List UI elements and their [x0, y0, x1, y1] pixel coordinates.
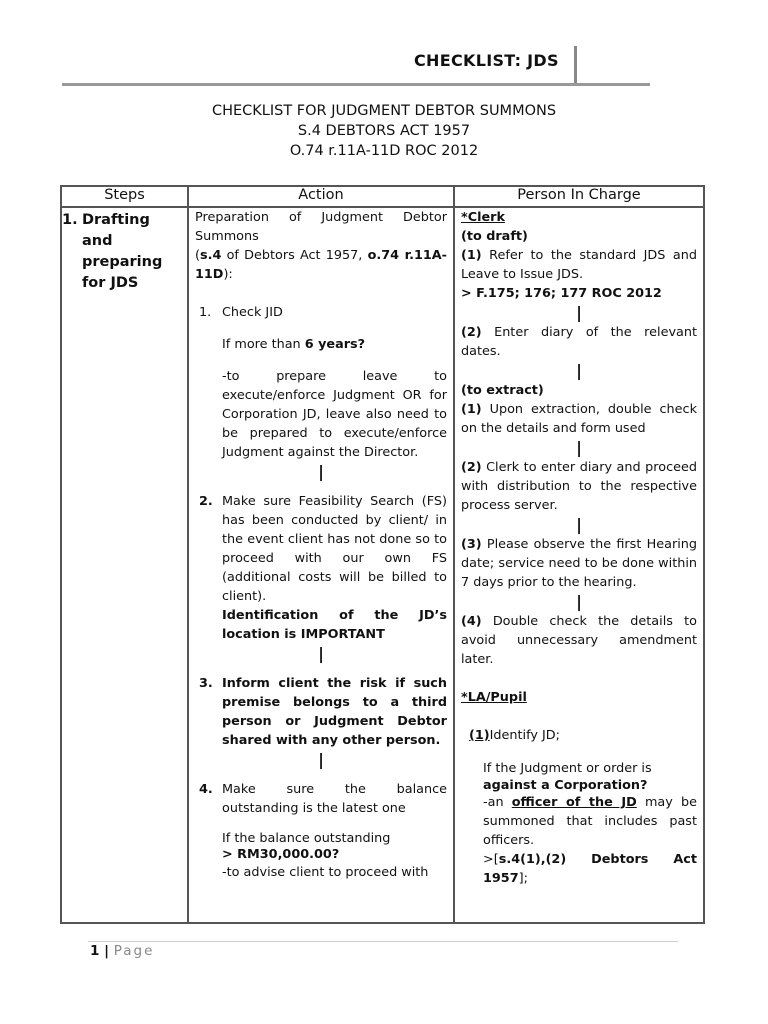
table-row [61, 207, 704, 923]
header-title: CHECKLIST: JDS [414, 51, 559, 70]
separator-bar: | [318, 462, 324, 481]
separator-bar: | [576, 438, 582, 457]
checklist-table [60, 185, 705, 924]
action-cell: Preparation of Judgment Debtor Summons (s.4 of Debtors Act 1957, o.74 r.11A-11D): 1. Check JID If more than 6 years? -to prepare leave to execute/enforce Judgment OR for Corporation JD, leave also need to be prepared to execute/enforce Judgment against the Director. | 2. Make sure Feasibility Search (FS) has been conducted by client/ in the event client has not done so to proceed with our own FS (additional costs will be billed to client). Identification of the JD’s location is IMPORTANT | 3. Inform client the risk if such premise belongs to a third person or Judgment Debtor shared with any other person. | 4. Make sure the balance outstanding is the latest one If the balance outstanding > RM30,000.00? -to advise client to proceed with [188, 207, 454, 923]
title-line-3: O.74 r.11A-11D ROC 2012 [289, 143, 479, 159]
steps-cell [61, 207, 188, 923]
separator-bar: | [318, 644, 324, 663]
separator-bar: | [318, 750, 324, 769]
header-steps: Steps [61, 186, 188, 207]
step-number: 1. [62, 212, 78, 228]
header-person: Person In Charge [454, 186, 704, 207]
step-label: Drafting and preparing for JDS [82, 212, 163, 291]
document-title [0, 101, 768, 161]
page-label: Page [113, 943, 155, 959]
table-header-row [61, 186, 704, 207]
separator-bar: | [576, 303, 582, 322]
action-item-2: 2. Make sure Feasibility Search (FS) has been conducted by client/ in the event client has not done so to proceed with our own FS (additional costs will be billed to client). Identification of the JD’s location is IMPORTANT [199, 494, 447, 642]
action-item-3: 3. Inform client the risk if such premise belongs to a third person or Judgment Debtor shared with any other person. [199, 676, 447, 748]
action-item-4: 4. Make sure the balance outstanding is the latest one [199, 782, 447, 816]
header-rule [62, 83, 650, 86]
action-intro: Preparation of Judgment Debtor Summons [195, 210, 447, 244]
title-line-1: CHECKLIST FOR JUDGMENT DEBTOR SUMMONS [211, 103, 557, 119]
title-line-2: S.4 DEBTORS ACT 1957 [297, 123, 471, 139]
page-number: 1 [90, 943, 100, 959]
footer-rule [88, 941, 678, 942]
header-action: Action [188, 186, 454, 207]
separator-bar: | [576, 592, 582, 611]
page-footer: 1 | Page [90, 943, 155, 959]
separator-bar: | [576, 515, 582, 534]
separator-bar: | [576, 361, 582, 380]
person-cell: *Clerk (to draft) (1) Refer to the standard JDS and Leave to Issue JDS. > F.175; 176; 177 ROC 2012 | (2) Enter diary of the relevant dates. | (to extract) (1) Upon extraction, double check on the details and form used | (2) Clerk to enter diary and proceed with distribution to the respective process server. | (3) Please observe the first Hearing date; service need to be done within 7 days prior to the hearing. | (4) Double check the details to avoid unnecessary amendment later. *LA/Pupil (1)Identify JD; If the Judgment or order is against a Corporation? -an officer of the JD may be summoned that includes past officers. >[s.4(1),(2) Debtors Act 1957]; [454, 207, 704, 923]
action-item-1: 1. Check JID [199, 305, 283, 320]
header-vertical-bar [574, 46, 577, 84]
